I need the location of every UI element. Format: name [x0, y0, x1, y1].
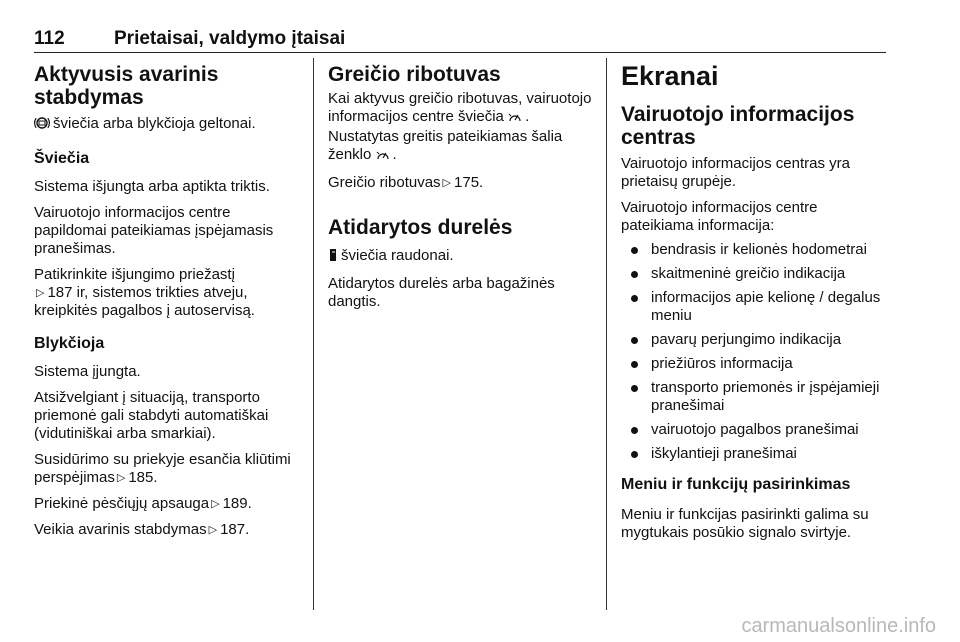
- bullet-dot-icon: [631, 271, 638, 278]
- list-item: [621, 445, 891, 463]
- page-reference[interactable]: 189.: [222, 495, 252, 512]
- watermark: carmanualsonline.info: [741, 615, 936, 637]
- page-header-title: Prietaisai, valdymo įtaisai: [114, 28, 346, 49]
- page-reference-triangle-icon: ▷: [208, 524, 218, 536]
- bullet-dot-icon: [631, 337, 638, 344]
- page-reference[interactable]: 187.: [220, 521, 250, 538]
- bullet-dot-icon: [631, 295, 638, 302]
- paragraph: Atidarytos durelės arba bagažinės dangtis.: [328, 275, 555, 310]
- paragraph: [34, 115, 304, 135]
- list-item: [621, 355, 891, 373]
- list-item-text: bendrasis ir kelionės hodometrai: [651, 241, 867, 258]
- paragraph: [328, 247, 594, 267]
- list-item-text: iškylantieji pranešimai: [651, 445, 797, 462]
- text: Veikia avarinis stabdymas: [34, 521, 207, 538]
- column-divider: [606, 58, 607, 610]
- paragraph: [328, 174, 594, 192]
- subheading: Blykčioja: [34, 335, 105, 352]
- page-reference[interactable]: 175.: [454, 174, 484, 191]
- paragraph: [34, 266, 304, 320]
- bullet-list: [621, 241, 891, 463]
- bullet-dot-icon: [631, 361, 638, 368]
- list-item-text: informacijos apie kelionę / degalus meniu: [651, 289, 881, 324]
- bullet-dot-icon: [631, 247, 638, 254]
- text: . Nustatytas greitis pateikiamas šalia ženklo: [328, 108, 563, 163]
- page-reference-triangle-icon: ▷: [36, 287, 45, 299]
- subheading: Meniu ir funkcijų pasirinkimas: [621, 476, 851, 493]
- column-divider: [313, 58, 314, 610]
- speed-limiter-icon: [376, 148, 390, 166]
- list-item-text: priežiūros informacija: [651, 355, 793, 372]
- paragraph: [328, 90, 594, 166]
- speed-limiter-icon: [508, 110, 522, 128]
- list-item: [621, 331, 891, 349]
- column-left: [34, 63, 304, 539]
- paragraph: [34, 495, 304, 513]
- section-heading: Aktyvusis avarinis stabdymas: [34, 63, 219, 109]
- paragraph: Vairuotojo informacijos centre pateikiama informacija:: [621, 199, 818, 234]
- column-middle: [328, 63, 594, 311]
- bullet-dot-icon: [631, 385, 638, 392]
- text: .: [392, 146, 397, 163]
- paragraph: Vairuotojo informacijos centre papildomai pateikiamas įspėjamasis pranešimas.: [34, 204, 274, 257]
- page-number: 112: [34, 28, 65, 49]
- paragraph: Atsižvelgiant į situaciją, transporto priemonė gali stabdyti automatiškai (vidutiniškai arba smarkiai).: [34, 389, 269, 442]
- text: šviečia arba blykčioja geltonai.: [53, 115, 256, 132]
- text: Greičio ribotuvas: [328, 174, 441, 191]
- door-open-icon: [328, 248, 338, 267]
- subheading: Šviečia: [34, 150, 90, 167]
- list-item: [621, 379, 891, 415]
- paragraph: Sistema įjungta.: [34, 363, 141, 380]
- active-emergency-braking-icon: [34, 116, 50, 135]
- section-heading: Atidarytos durelės: [328, 216, 513, 239]
- paragraph: [34, 521, 304, 539]
- paragraph: Vairuotojo informacijos centras yra prietaisų grupėje.: [621, 155, 850, 190]
- section-heading: Vairuotojo informacijos centras: [621, 103, 855, 149]
- list-item: [621, 241, 891, 259]
- list-item-text: transporto priemonės ir įspėjamieji pranešimai: [651, 379, 880, 414]
- bullet-dot-icon: [631, 451, 638, 458]
- section-heading: Greičio ribotuvas: [328, 63, 501, 86]
- bullet-dot-icon: [631, 427, 638, 434]
- text: Kai aktyvus greičio ribotuvas, vairuotojo informacijos centre šviečia: [328, 90, 592, 125]
- column-right: [621, 63, 891, 542]
- list-item: [621, 289, 891, 325]
- paragraph: Sistema išjungta arba aptikta triktis.: [34, 178, 270, 195]
- page-reference[interactable]: 185.: [128, 469, 158, 486]
- list-item-text: skaitmeninė greičio indikacija: [651, 265, 846, 282]
- page-reference-triangle-icon: ▷: [442, 177, 452, 189]
- text: šviečia raudonai.: [341, 247, 454, 264]
- paragraph: [34, 451, 304, 487]
- text: Priekinė pėsčiųjų apsauga: [34, 495, 210, 512]
- list-item: [621, 265, 891, 283]
- page-reference-triangle-icon: ▷: [211, 498, 220, 510]
- text: Patikrinkite išjungimo priežastį: [34, 266, 235, 283]
- paragraph: Meniu ir funkcijas pasirinkti galima su mygtukais posūkio signalo svirtyje.: [621, 506, 869, 541]
- text: Susidūrimo su priekyje esančia kliūtimi perspėjimas: [34, 451, 291, 486]
- chapter-heading: Ekranai: [621, 61, 719, 91]
- list-item: [621, 421, 891, 439]
- text: 187 ir, sistemos trikties atveju, kreipkitės pagalbos į autoservisą.: [34, 284, 255, 319]
- page-header: [34, 28, 886, 53]
- list-item-text: vairuotojo pagalbos pranešimai: [651, 421, 859, 438]
- page-reference-triangle-icon: ▷: [116, 472, 126, 484]
- list-item-text: pavarų perjungimo indikacija: [651, 331, 842, 348]
